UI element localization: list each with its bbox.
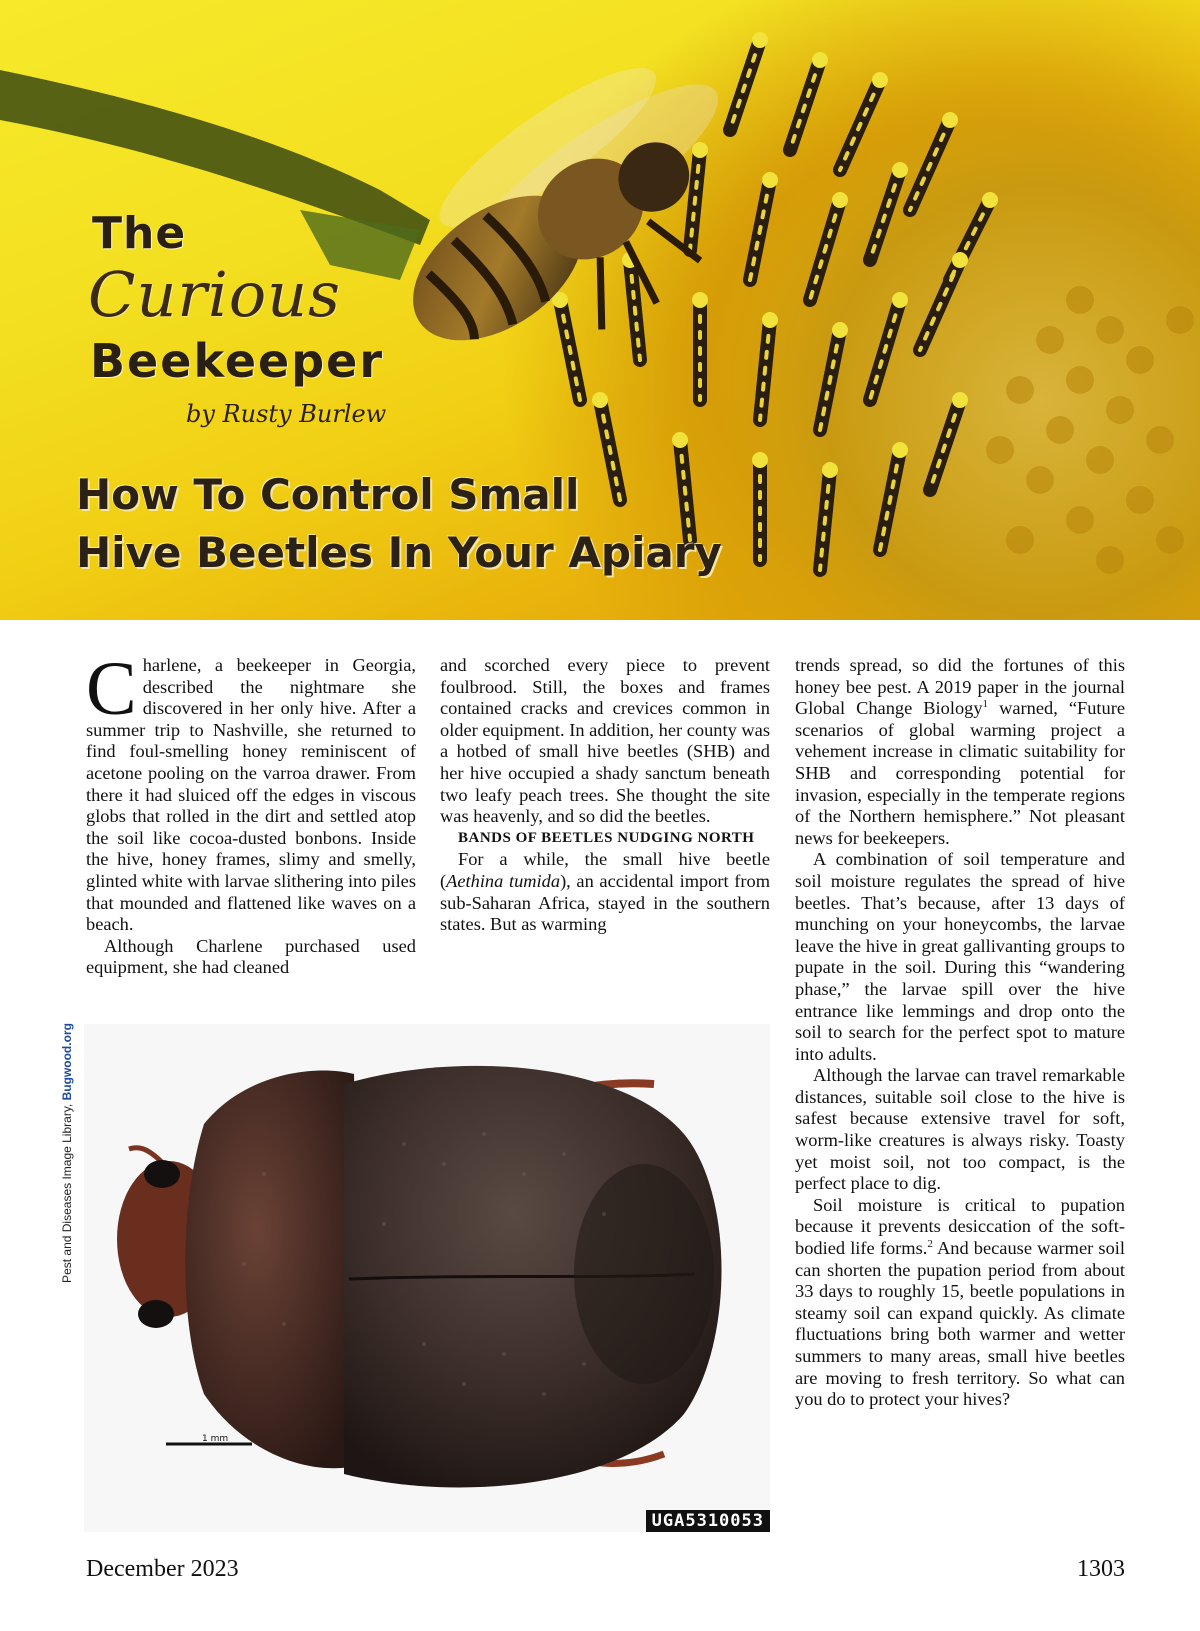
credit-text: Pest and Diseases Image Library, [60,1100,74,1283]
headline-line-2: Hive Beetles In Your Apiary [76,528,722,577]
footnote-ref: 1 [982,698,989,711]
paragraph-text: warned, “Future scenarios of global warming project a vehement increase in climatic suitability for SHB and corresponding potential for invasion, especially in the temperate regions of the Northern hemisphere.” Not pleasant news for beekeepers. [795,698,1125,848]
paragraph [440,849,770,935]
article-column-2 [440,655,770,936]
drop-cap: C [86,647,137,731]
paragraph: Although the larvae can travel remarkable distances, suitable soil close to the hive is safest because extensive travel for soft, worm-like creatures is always risky. Toasty yet moist soil, not too compact, is the perfect place to dig. [795,1065,1125,1194]
column-kicker-curious: Curious [88,258,341,331]
paragraph-text: harlene, a beekeeper in Georgia, described the nightmare she discovered in her only hive. After a summer trip to Nashville, she returned to find foul-smelling honey reminiscent of acetone pooling on the varroa drawer. From there it had sluiced off the edges in viscous globs that rolled in the dirt and settled atop the soil like cocoa-dusted bonbons. Inside the hive, honey frames, slimy and smelly, glinted white with larvae slithering into piles that mounded and flattened like waves on a beach. [86,655,416,935]
beetle-photo [84,1024,770,1532]
beetle-eye [144,1160,180,1188]
beetle-pronotum [185,1071,364,1469]
beetle-tip [574,1164,714,1384]
scale-label: 1 mm [202,1434,229,1444]
headline-line-1: How To Control Small [76,470,580,519]
issue-date: December 2023 [86,1556,239,1582]
article-headline [76,466,722,582]
paragraph: and scorched every piece to prevent foulbrood. Still, the boxes and frames contained cracks and crevices common in older equipment. In addition, her county was a hotbed of small hive beetles (SHB) and her hive occupied a shady sanctum beneath two leafy peach trees. She thought the site was heavenly, and so did the beetles. [440,655,770,827]
species-name: Aethina tumida [446,870,561,891]
hero-banner [0,0,1200,620]
article-column-1 [86,647,416,979]
column-kicker-the: The [92,208,187,259]
paragraph [795,655,1125,849]
paragraph-text: ), an accidental import from sub-Saharan Africa, stayed in the southern states. But as warming [440,870,771,935]
paragraph-text: Soil moisture is critical to pupation because it prevents desiccation of the soft-bodied life forms. [795,1194,1125,1259]
credit-site: Bugwood.org [60,1023,74,1101]
photo-id-badge: UGA5310053 [646,1510,770,1532]
paragraph: A combination of soil temperature and soil moisture regulates the spread of hive beetles. That’s because, after 13 days of munching on your honeycombs, the larvae leave the hive in great gallivanting groups to pupate in the soil. During this “wandering phase,” the larvae spill over the hive entrance like lemmings and drop onto the soil to search for the perfect spot to mature into adults. [795,849,1125,1064]
leaf-shadow [0,70,430,245]
paragraph [795,1195,1125,1411]
beetle-eye [138,1300,174,1328]
photo-credit [58,1023,76,1283]
page-number: 1303 [1077,1556,1125,1582]
paragraph-text: For a while, the small hive beetle ( [440,849,770,891]
footnote-ref: 2 [927,1237,933,1250]
byline: by Rusty Burlew [186,400,387,428]
paragraph: Although Charlene purchased used equipment, she had cleaned [86,935,416,978]
paragraph [86,647,416,936]
section-subhead: BANDS OF BEETLES NUDGING NORTH [458,829,755,846]
column-kicker-beekeeper: Beekeeper [90,334,385,388]
article-column-3 [795,655,1125,1411]
paragraph-text: trends spread, so did the fortunes of this honey bee pest. A 2019 paper in the journal Global Change Biology [795,655,1125,719]
paragraph-text: And because warmer soil can shorten the pupation period from about 33 days to roughly 15, beetle populations in steamy soil can expand quickly. As climate fluctuations bring both warmer and wetter summers to many areas, small hive beetles are moving to fresh territory. So what can you do to protect your hives? [795,1238,1125,1410]
small-hive-beetle-image [84,1024,770,1532]
